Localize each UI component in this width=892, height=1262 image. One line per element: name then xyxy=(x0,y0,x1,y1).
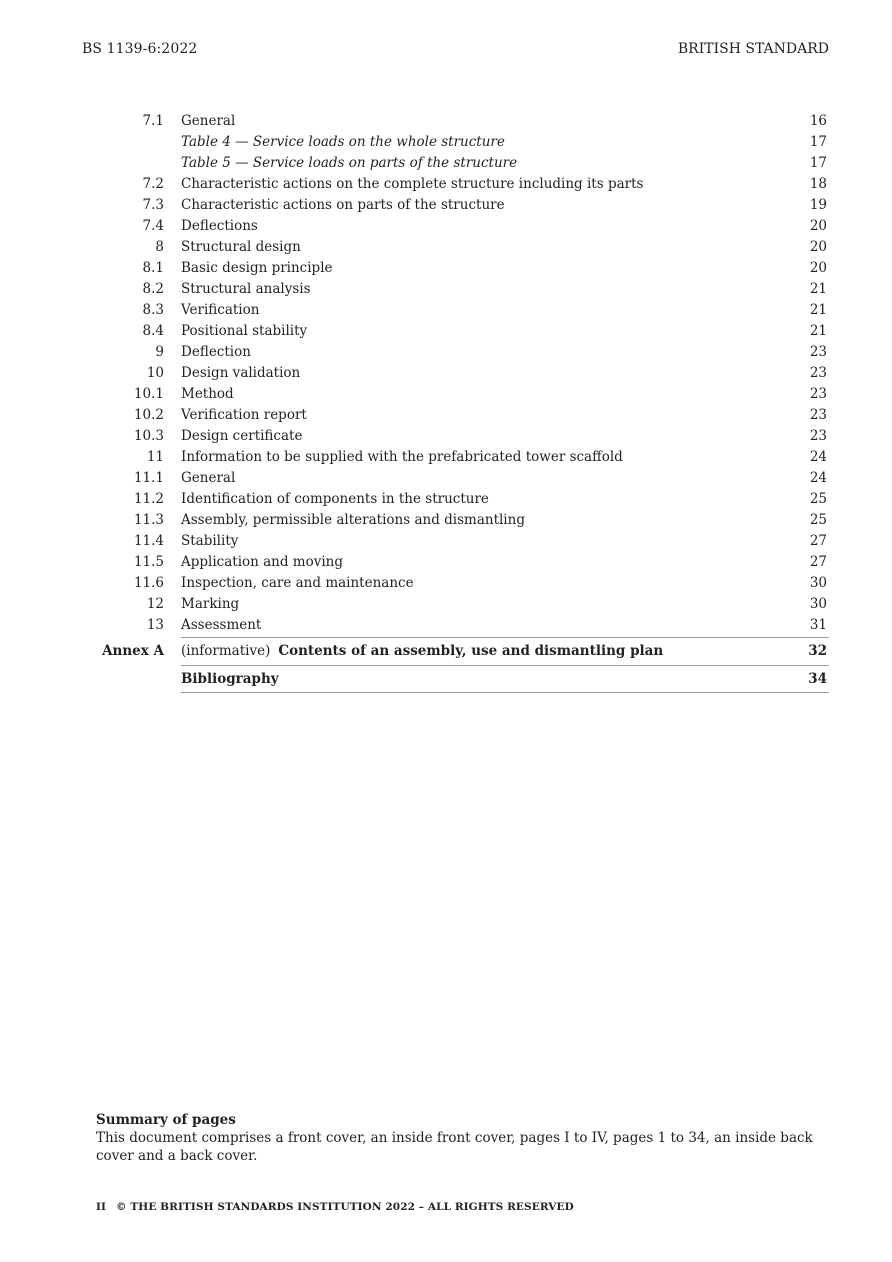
toc-entry-page: 27 xyxy=(809,554,827,570)
toc-entry[interactable] xyxy=(0,153,892,174)
toc-entry-number: 7.2 xyxy=(142,176,164,192)
toc-entry[interactable] xyxy=(0,174,892,195)
header-doc-id: BS 1139-6:2022 xyxy=(82,41,198,57)
summary-text: This document comprises a front cover, an inside front cover, pages I to IV, pages 1 to 34, an inside back cover and a back cover. xyxy=(96,1130,813,1164)
toc-entry-number: 9 xyxy=(155,344,164,360)
toc-entry-number: 7.1 xyxy=(142,113,164,129)
toc-entry-number: 11.4 xyxy=(133,533,164,549)
toc-entry-number: 7.3 xyxy=(142,197,164,213)
toc-entry-page: 23 xyxy=(809,428,827,444)
toc-entry-number: 10.3 xyxy=(133,428,164,444)
toc-annex-title xyxy=(181,637,663,665)
footer-copyright: © THE BRITISH STANDARDS INSTITUTION 2022 – ALL RIGHTS RESERVED xyxy=(116,1201,574,1213)
toc-entry-page: 23 xyxy=(809,407,827,423)
toc-entry[interactable] xyxy=(0,342,892,363)
toc-entry-page: 18 xyxy=(809,176,827,192)
toc-entry-page: 30 xyxy=(809,575,827,591)
toc-entry[interactable] xyxy=(0,447,892,468)
toc-annex-qualifier: (informative) xyxy=(181,643,271,659)
toc-entry-title: Application and moving xyxy=(181,554,344,570)
toc-entry-number: 10.2 xyxy=(133,407,164,423)
toc-annex-page: 32 xyxy=(808,643,827,659)
toc-entry-title: Characteristic actions on the complete structure including its parts xyxy=(181,176,644,192)
toc-entry-number: 8.4 xyxy=(142,323,164,339)
toc-entry[interactable] xyxy=(0,573,892,594)
toc-entry[interactable] xyxy=(0,384,892,405)
toc-entry-title: Positional stability xyxy=(181,323,308,339)
toc-entry-number: 10.1 xyxy=(133,386,164,402)
toc-entry[interactable] xyxy=(0,552,892,573)
toc-entry-page: 27 xyxy=(809,533,827,549)
summary-title: Summary of pages xyxy=(96,1112,236,1128)
toc-entry-title: Design validation xyxy=(181,365,301,381)
toc-annex-title-text: Contents of an assembly, use and dismantling plan xyxy=(278,643,664,659)
toc-entry-page: 17 xyxy=(809,155,827,171)
toc-entry-number: 11.6 xyxy=(133,575,164,591)
toc-entry[interactable] xyxy=(0,594,892,615)
toc-entry-page: 19 xyxy=(809,197,827,213)
toc-entry[interactable] xyxy=(0,426,892,447)
toc-entry-page: 20 xyxy=(809,218,827,234)
toc-entry[interactable] xyxy=(0,510,892,531)
toc-entry[interactable] xyxy=(0,216,892,237)
toc-entry-page: 21 xyxy=(809,323,827,339)
toc-entry[interactable] xyxy=(0,531,892,552)
toc-entry-number: 11.2 xyxy=(133,491,164,507)
toc-entry-title: General xyxy=(181,113,236,129)
toc-entry-title: Structural analysis xyxy=(181,281,311,297)
toc-entry-page: 17 xyxy=(809,134,827,150)
toc-bibliography-page: 34 xyxy=(808,671,827,687)
toc-entry-title: Verification report xyxy=(181,407,307,423)
toc-entry-number: 11.5 xyxy=(133,554,164,570)
toc-entry[interactable] xyxy=(0,279,892,300)
toc-entry-title: Method xyxy=(181,386,234,402)
toc-entry-title: Marking xyxy=(181,596,240,612)
toc-entry-number: 8 xyxy=(155,239,164,255)
toc-entry-title: Information to be supplied with the prefabricated tower scaffold xyxy=(181,449,623,465)
toc-entry-title: Assessment xyxy=(181,617,262,633)
toc-entries xyxy=(0,111,892,636)
toc-annex-num: Annex A xyxy=(102,643,164,659)
toc-entry-page: 30 xyxy=(809,596,827,612)
toc-entry-title: Assembly, permissible alterations and dismantling xyxy=(181,512,525,528)
toc-entry-number: 8.3 xyxy=(142,302,164,318)
summary-of-pages xyxy=(96,1111,836,1165)
toc-entry-title: General xyxy=(181,470,236,486)
toc-bibliography-title: Bibliography xyxy=(181,671,279,687)
toc-entry-title: Deflection xyxy=(181,344,251,360)
toc-entry-page: 23 xyxy=(809,386,827,402)
toc-entry-number: 11 xyxy=(146,449,164,465)
toc-annex-a[interactable] xyxy=(0,637,892,665)
toc-entry-number: 11.3 xyxy=(133,512,164,528)
toc-entry-title: Identification of components in the structure xyxy=(181,491,489,507)
page-footer xyxy=(96,1201,574,1213)
toc-entry[interactable] xyxy=(0,111,892,132)
toc-entry-number: 13 xyxy=(146,617,164,633)
table-of-contents xyxy=(0,111,892,693)
toc-entry-page: 21 xyxy=(809,281,827,297)
toc-entry[interactable] xyxy=(0,615,892,636)
toc-entry-page: 25 xyxy=(809,491,827,507)
toc-entry-title: Table 4 — Service loads on the whole structure xyxy=(181,134,505,150)
toc-entry-page: 23 xyxy=(809,344,827,360)
toc-entry-page: 31 xyxy=(809,617,827,633)
footer-page-number: II xyxy=(96,1201,107,1213)
toc-entry-number: 12 xyxy=(146,596,164,612)
toc-entry-page: 16 xyxy=(809,113,827,129)
toc-entry[interactable] xyxy=(0,300,892,321)
toc-entry[interactable] xyxy=(0,132,892,153)
toc-entry-title: Inspection, care and maintenance xyxy=(181,575,414,591)
toc-entry-number: 7.4 xyxy=(142,218,164,234)
toc-entry-number: 8.2 xyxy=(142,281,164,297)
toc-entry-page: 25 xyxy=(809,512,827,528)
toc-rule-bottom xyxy=(181,692,829,693)
header-doc-type: BRITISH STANDARD xyxy=(677,41,829,57)
toc-entry-page: 20 xyxy=(809,260,827,276)
toc-entry[interactable] xyxy=(0,321,892,342)
toc-entry[interactable] xyxy=(0,363,892,384)
toc-entry-title: Basic design principle xyxy=(181,260,333,276)
toc-entry-title: Design certificate xyxy=(181,428,303,444)
toc-entry-page: 23 xyxy=(809,365,827,381)
toc-entry[interactable] xyxy=(0,195,892,216)
toc-entry-page: 21 xyxy=(809,302,827,318)
toc-entry-title: Table 5 — Service loads on parts of the structure xyxy=(181,155,518,171)
toc-entry[interactable] xyxy=(0,237,892,258)
toc-entry-page: 24 xyxy=(809,470,827,486)
toc-entry[interactable] xyxy=(0,405,892,426)
toc-entry-number: 10 xyxy=(146,365,164,381)
toc-entry-page: 24 xyxy=(809,449,827,465)
toc-entry-title: Characteristic actions on parts of the structure xyxy=(181,197,505,213)
toc-entry-title: Stability xyxy=(181,533,239,549)
toc-entry[interactable] xyxy=(0,489,892,510)
toc-entry-title: Deflections xyxy=(181,218,258,234)
toc-entry[interactable] xyxy=(0,258,892,279)
toc-entry-number: 11.1 xyxy=(133,470,164,486)
toc-entry-page: 20 xyxy=(809,239,827,255)
toc-bibliography[interactable] xyxy=(0,665,892,693)
toc-entry-number: 8.1 xyxy=(142,260,164,276)
toc-entry-title: Verification xyxy=(181,302,260,318)
toc-entry[interactable] xyxy=(0,468,892,489)
toc-entry-title: Structural design xyxy=(181,239,301,255)
